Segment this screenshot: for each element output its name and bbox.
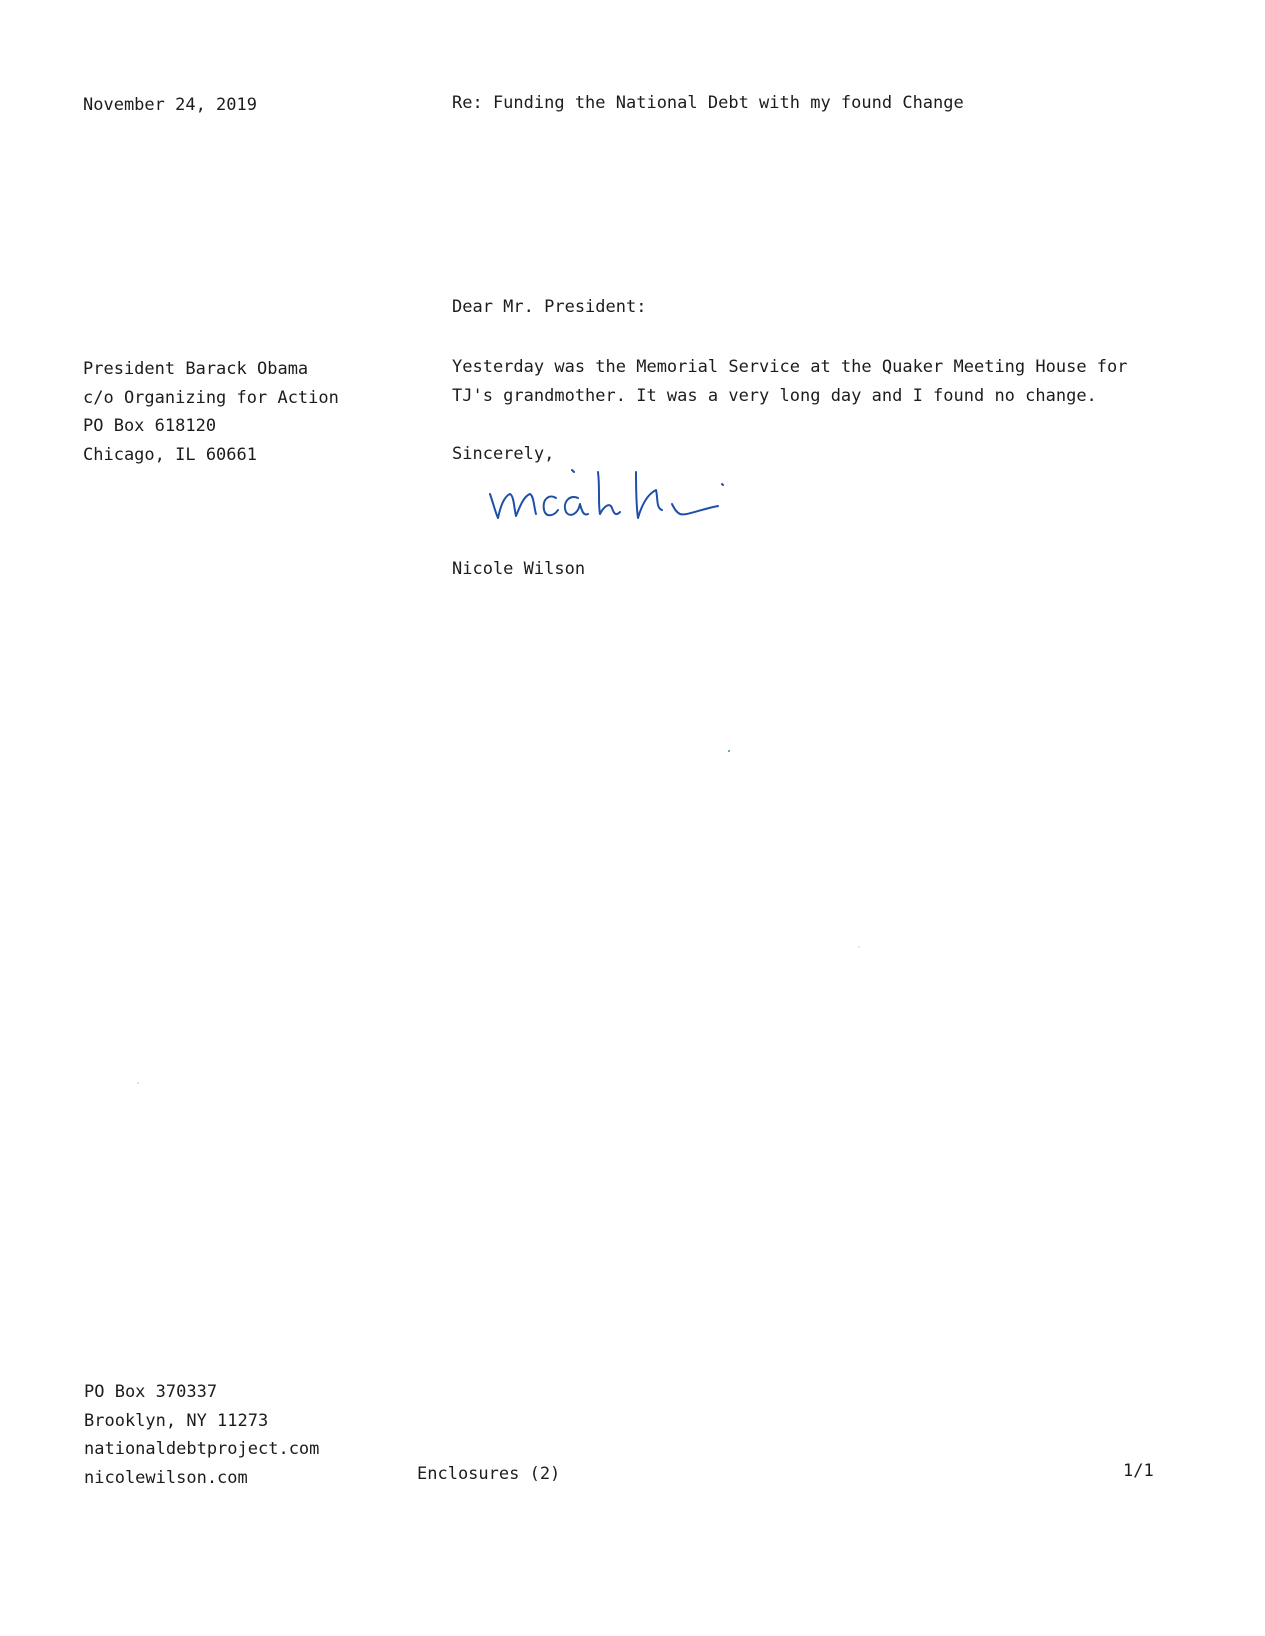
enclosures-note: Enclosures (2) xyxy=(417,1464,561,1484)
recipient-po-box: PO Box 618120 xyxy=(83,416,217,436)
recipient-address xyxy=(83,355,339,469)
recipient-name: President Barack Obama xyxy=(83,359,309,379)
sender-address xyxy=(84,1378,319,1492)
sender-website: nationaldebtproject.com xyxy=(84,1439,320,1459)
scan-speck xyxy=(728,750,730,752)
scan-speck xyxy=(137,1082,139,1084)
sender-personal-website: nicolewilson.com xyxy=(84,1467,248,1488)
sender-city: Brooklyn, NY 11273 xyxy=(84,1410,269,1431)
letter-body xyxy=(452,353,1128,410)
body-line: Yesterday was the Memorial Service at the Quaker Meeting House for xyxy=(452,357,1128,377)
letter-subject: Re: Funding the National Debt with my found Change xyxy=(452,93,964,113)
sender-po-box: PO Box 370337 xyxy=(84,1382,218,1402)
letter-date: November 24, 2019 xyxy=(83,95,257,115)
signature-strokes xyxy=(490,470,723,518)
signer-name: Nicole Wilson xyxy=(452,559,586,579)
handwritten-signature xyxy=(486,468,756,538)
body-line: TJ's grandmother. It was a very long day and I found no change. xyxy=(452,385,1097,406)
letter-salutation: Dear Mr. President: xyxy=(452,297,647,317)
recipient-organization: c/o Organizing for Action xyxy=(83,387,339,408)
recipient-city: Chicago, IL 60661 xyxy=(83,444,257,465)
letter-closing: Sincerely, xyxy=(452,444,555,464)
scan-speck xyxy=(858,946,860,948)
page-number: 1/1 xyxy=(1123,1461,1154,1481)
